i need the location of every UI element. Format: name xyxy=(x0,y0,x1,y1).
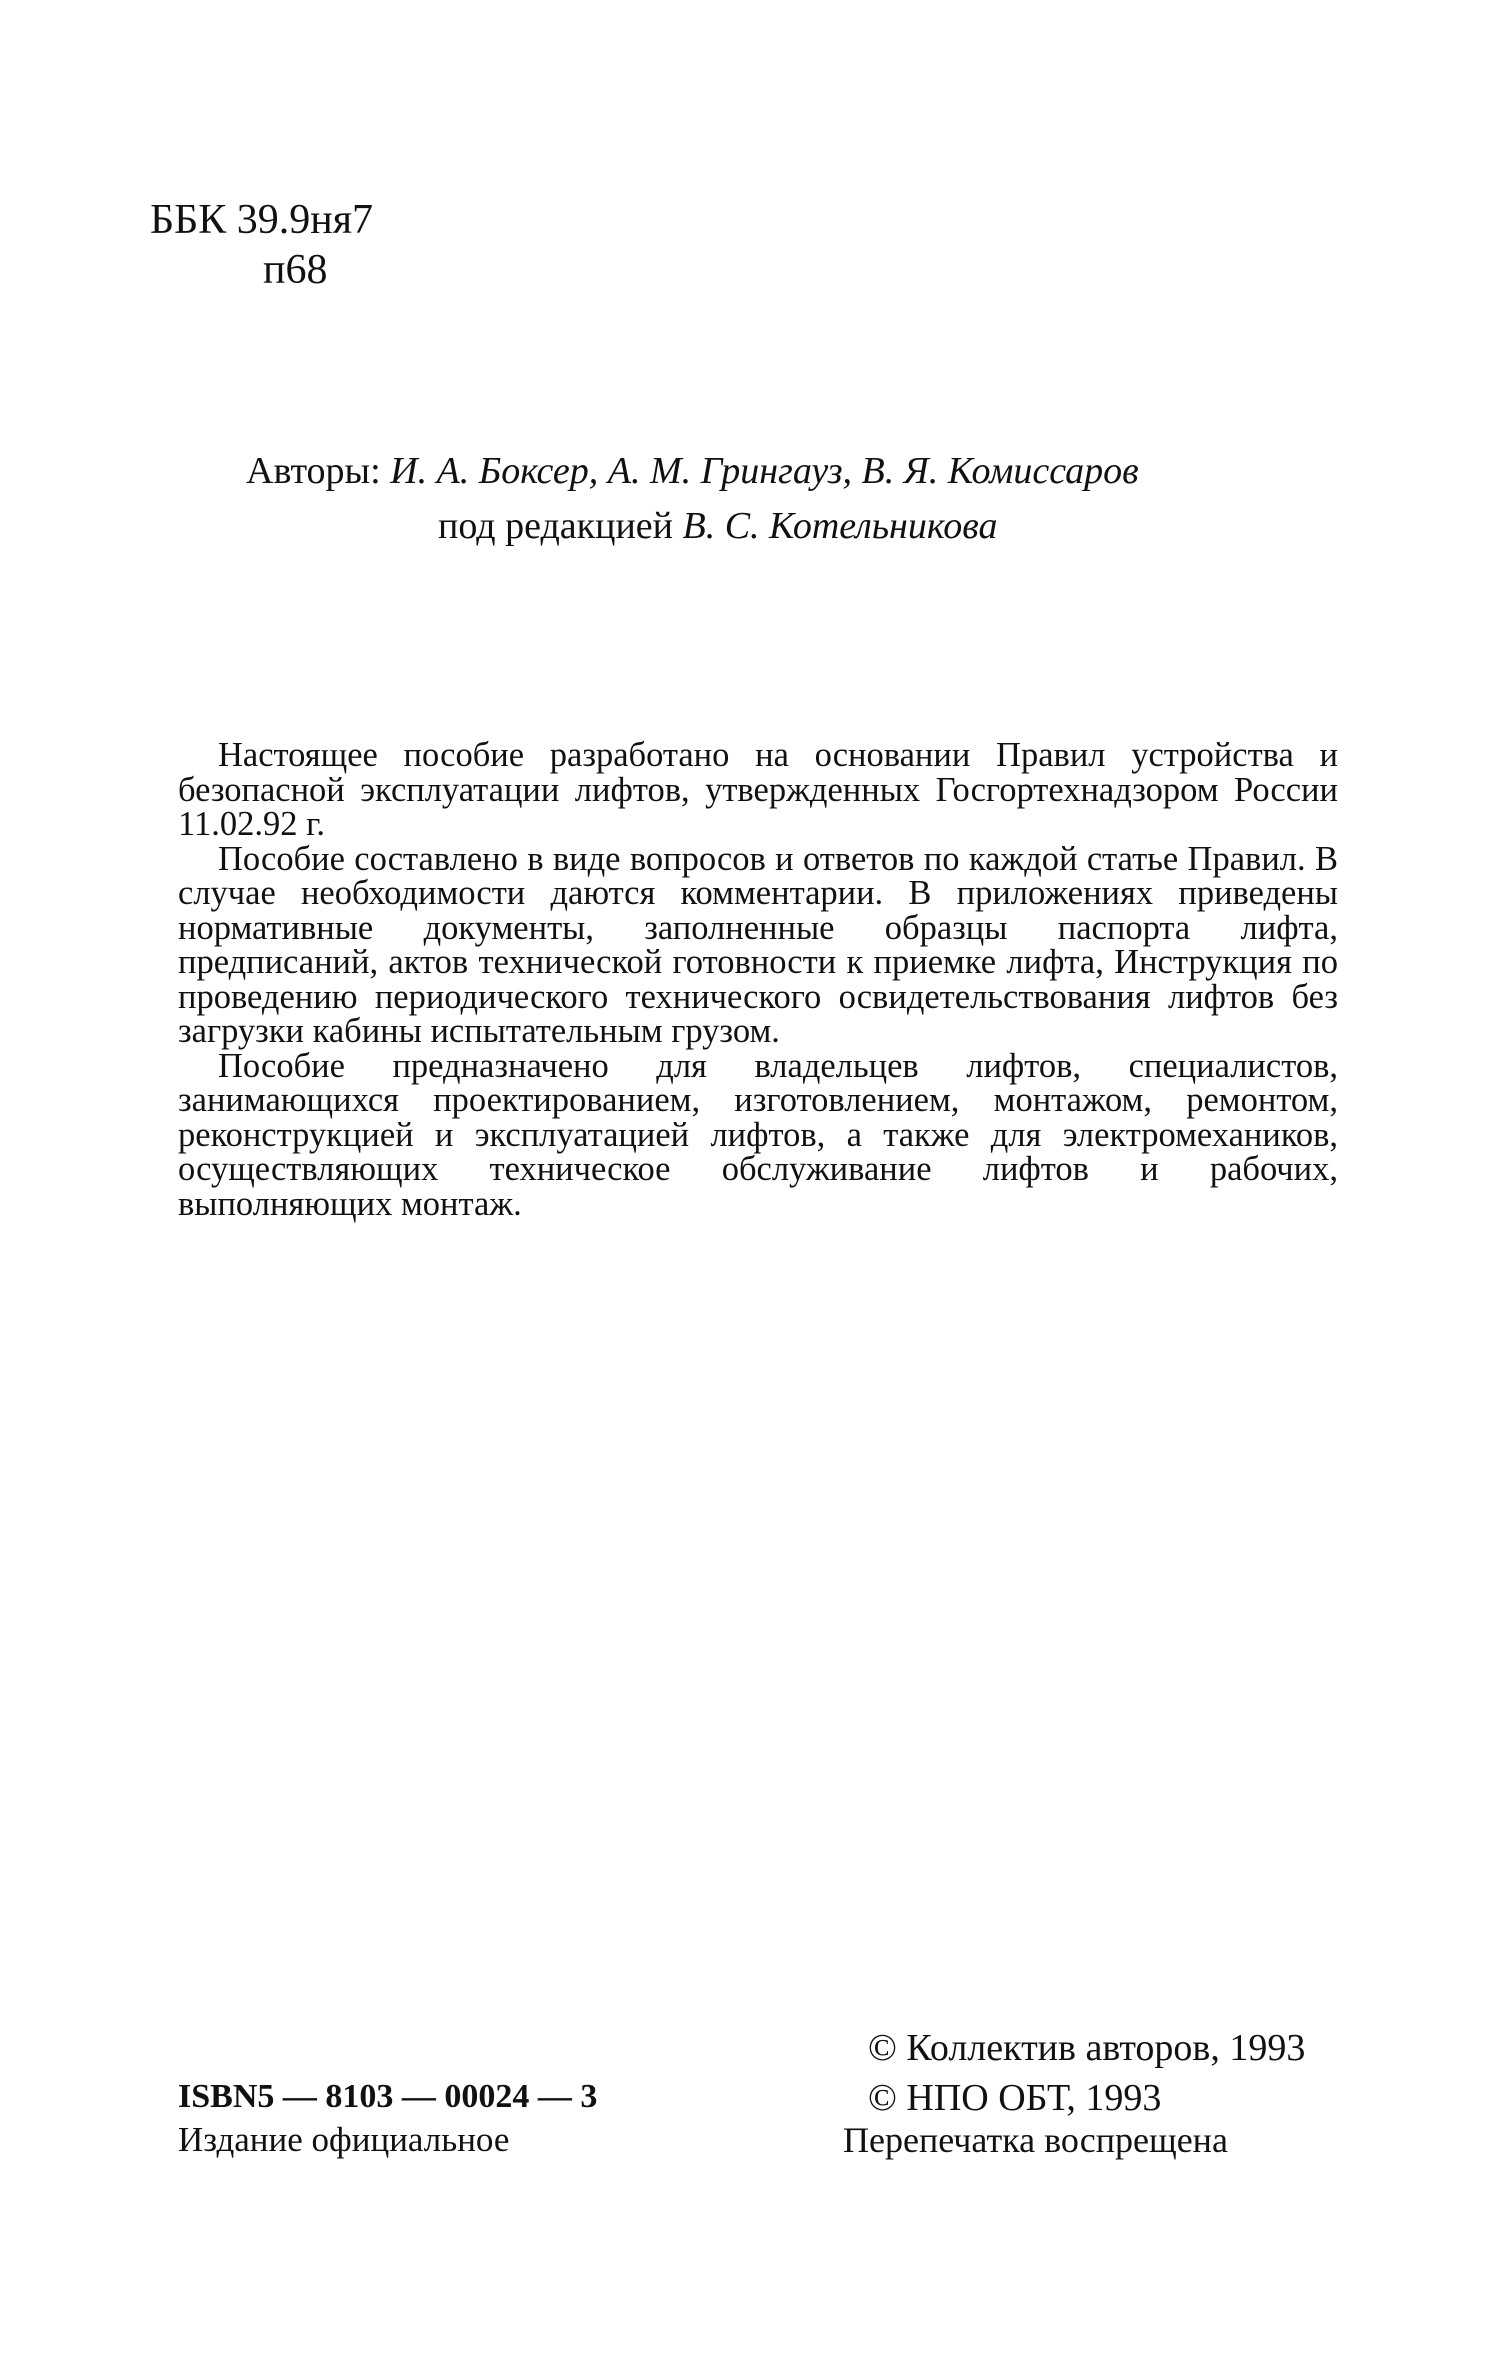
authors-names: И. А. Боксер, А. М. Грингауз, В. Я. Комиссаров xyxy=(390,450,1139,492)
copyright-authors: © Коллектив авторов, 1993 xyxy=(868,2027,1306,2069)
annotation-paragraph: Пособие предназначено для владельцев лифтов, специалистов, занимающихся проектированием, изготовлением, монтажом, ремонтом, реконструкцией и эксплуатацией лифтов, а также для электромехаников, осуществляющих техническое обслуживание лифтов и рабочих, выполняющих монтаж. xyxy=(178,1046,1338,1223)
authors-label: Авторы: xyxy=(246,450,381,492)
edition-note: Издание официальное xyxy=(178,2120,510,2159)
copyright-publisher: © НПО ОБТ, 1993 xyxy=(868,2077,1162,2119)
editor-label: под редакцией xyxy=(438,505,673,547)
authors-line xyxy=(246,445,1139,497)
annotation-paragraph: Настоящее пособие разработано на основании Правил устройства и безопасной эксплуатации лифтов, утвержденных Госгортехнадзором России 11.02.92 г. xyxy=(178,736,1338,843)
author-code: п68 xyxy=(263,247,328,293)
editor-name: В. С. Котельникова xyxy=(682,505,998,547)
bbk-classification xyxy=(150,195,373,295)
annotation xyxy=(178,738,1338,1221)
editor-line xyxy=(438,500,997,552)
isbn: ISBN5 — 8103 — 00024 — 3 xyxy=(178,2078,598,2115)
annotation-paragraph: Пособие составлено в виде вопросов и ответов по каждой статье Правил. В случае необходимости даются комментарии. В приложениях приведены нормативные документы, заполненные образцы паспорта лифта, предписаний, актов технической готовности к приемке лифта, Инструкция по проведению периодического технического освидетельствования лифтов без загрузки кабины испытательным грузом. xyxy=(178,839,1338,1050)
reprint-notice: Перепечатка воспрещена xyxy=(843,2120,1228,2160)
bbk-index: ББК 39.9ня7 xyxy=(150,197,374,243)
